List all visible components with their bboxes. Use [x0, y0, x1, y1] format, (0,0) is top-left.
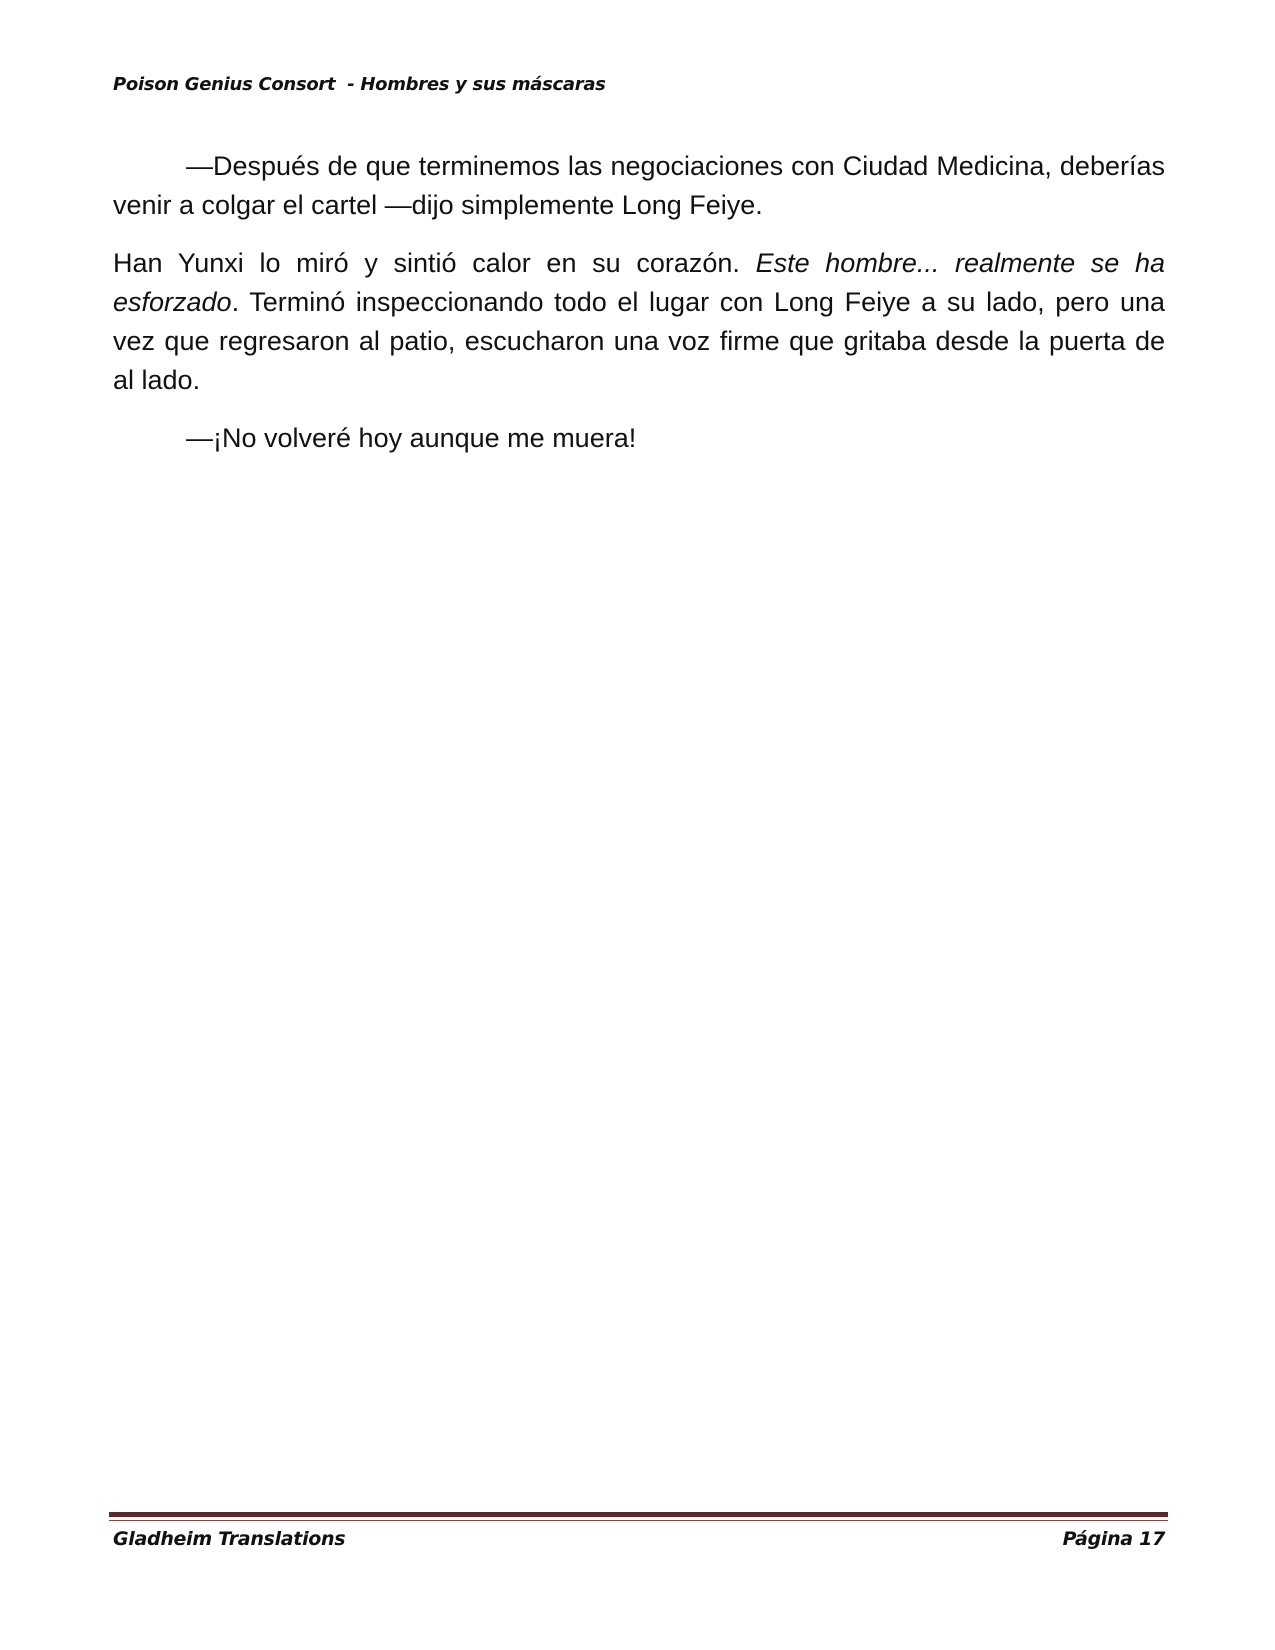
footer-page-number: Página 17	[1062, 1528, 1165, 1550]
paragraph-2-text-b: . Terminó inspeccionando todo el lugar con Long Feiye a su lado, pero una vez que regresaron al patio, escucharon una voz firme que gritaba desde la puerta de al lado.	[113, 287, 1165, 395]
paragraph-3-text: —¡No volveré hoy aunque me muera!	[186, 423, 637, 453]
page-footer	[113, 1528, 1165, 1550]
body-text	[113, 147, 1165, 477]
paragraph-2-text-a: Han Yunxi lo miró y sintió calor en su corazón.	[113, 248, 756, 278]
footer-publisher: Gladheim Translations	[113, 1528, 346, 1550]
page-header: Poison Genius Consort - Hombres y sus máscaras	[113, 74, 606, 95]
paragraph-2-italic-thought: Este hombre... realmente se ha esforzado	[113, 248, 1165, 317]
paragraph-3	[113, 419, 1165, 458]
paragraph-1	[113, 147, 1165, 225]
footer-divider-thin	[109, 1520, 1168, 1521]
paragraph-2	[113, 244, 1165, 400]
paragraph-1-text: —Después de que terminemos las negociaciones con Ciudad Medicina, deberías venir a colgar el cartel —dijo simplemente Long Feiye.	[113, 151, 1165, 220]
footer-divider	[109, 1512, 1168, 1517]
